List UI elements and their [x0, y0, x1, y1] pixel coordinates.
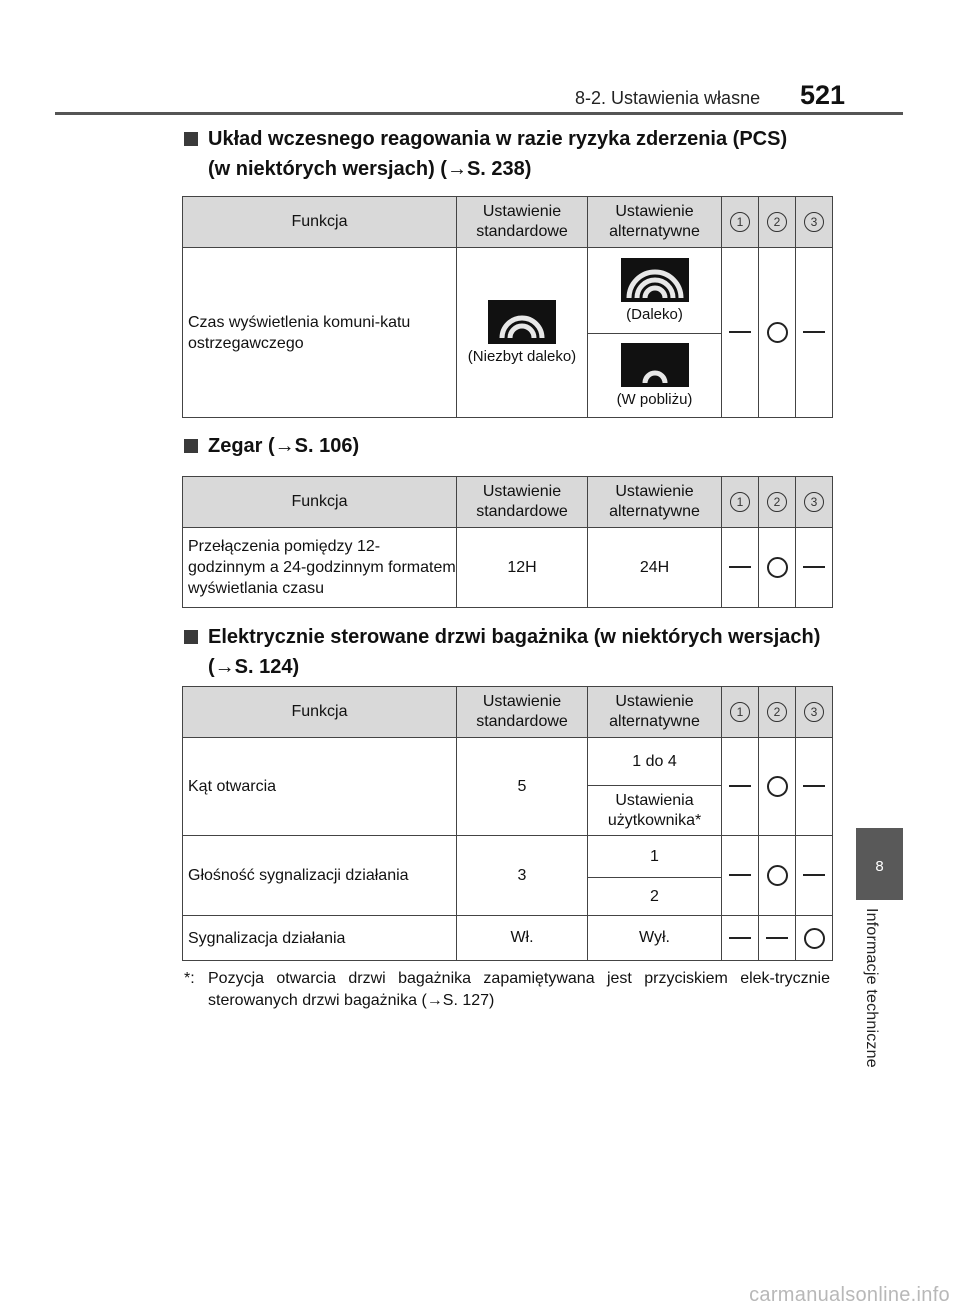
default-cell: [457, 248, 588, 418]
mark-cell-1: [722, 528, 759, 608]
section-heading-pcs: [184, 124, 834, 184]
pcs-signal-mid-icon: [488, 300, 556, 344]
mark-cell-3: [796, 528, 833, 608]
col-header-alternative: Ustawienie alternatywne: [588, 687, 722, 738]
col-header-3: 3: [796, 687, 833, 738]
dash-mark: [729, 937, 751, 939]
alternative-cell: 1: [588, 836, 722, 878]
footnote-text: Pozycja otwarcia drzwi bagażnika zapamiętywana jest przyciskiem elek-trycznie sterowanych drzwi bagażnika (→S. 127): [208, 970, 830, 1009]
dash-mark: [803, 785, 825, 787]
dash-mark: [803, 331, 825, 333]
square-bullet-icon: [184, 132, 198, 146]
pcs-signal-near-icon: [621, 343, 689, 387]
dash-mark: [766, 937, 788, 939]
heading-line: Układ wczesnego reagowania w razie ryzyka zderzenia (PCS): [208, 128, 788, 150]
chapter-number: 8: [875, 858, 884, 875]
square-bullet-icon: [184, 439, 198, 453]
section-heading-tailgate: [184, 622, 834, 682]
circle-mark: [767, 322, 788, 343]
settings-table-clock: [182, 476, 833, 608]
alternative-cell: [588, 248, 722, 334]
heading-line: (→S. 124): [208, 656, 300, 678]
alternative-cell: 2: [588, 878, 722, 916]
function-cell: Głośność sygnalizacji działania: [183, 836, 457, 916]
pcs-signal-far-icon: [621, 258, 689, 302]
function-cell: Przełączenia pomiędzy 12-godzinnym a 24-godzinnym formatem wyświetlania czasu: [183, 528, 457, 608]
alternative-cell: 1 do 4: [588, 738, 722, 786]
mark-cell-1: [722, 248, 759, 418]
mark-cell-1: [722, 916, 759, 961]
alternative-cell: Ustawienia użytkownika*: [588, 786, 722, 836]
col-header-default: Ustawienie standardowe: [457, 687, 588, 738]
section-header: 8-2. Ustawienia własne: [575, 88, 761, 108]
alternative-cell: Wył.: [588, 916, 722, 961]
heading-line: (w niektórych wersjach) (→S. 238): [208, 158, 532, 180]
col-header-function: Funkcja: [183, 687, 457, 738]
default-cell: Wł.: [457, 916, 588, 961]
col-header-alternative: Ustawienie alternatywne: [588, 477, 722, 528]
dash-mark: [729, 566, 751, 568]
function-cell: Kąt otwarcia: [183, 738, 457, 836]
dash-mark: [729, 874, 751, 876]
col-header-3: 3: [796, 197, 833, 248]
dash-mark: [803, 566, 825, 568]
chapter-tab: [856, 828, 903, 900]
col-header-1: 1: [722, 197, 759, 248]
col-header-alternative: Ustawienie alternatywne: [588, 197, 722, 248]
header-rule: [55, 112, 903, 115]
default-cell: 12H: [457, 528, 588, 608]
square-bullet-icon: [184, 630, 198, 644]
page-number: 521: [800, 80, 846, 110]
col-header-2: 2: [759, 477, 796, 528]
default-caption: (Niezbyt daleko): [467, 347, 577, 365]
mark-cell-2: [759, 528, 796, 608]
chapter-title: Informacje techniczne: [863, 908, 880, 1068]
circle-mark: [767, 865, 788, 886]
alternative-cell: 24H: [588, 528, 722, 608]
settings-table-pcs: [182, 196, 833, 418]
col-header-function: Funkcja: [183, 477, 457, 528]
circle-mark: [767, 557, 788, 578]
mark-cell-2: [759, 248, 796, 418]
alternative-cell: [588, 334, 722, 418]
dash-mark: [803, 874, 825, 876]
settings-table-tailgate: [182, 686, 833, 961]
col-header-default: Ustawienie standardowe: [457, 197, 588, 248]
function-cell: Czas wyświetlenia komuni-katu ostrzegawczego: [183, 248, 457, 418]
col-header-3: 3: [796, 477, 833, 528]
mark-cell-2: [759, 836, 796, 916]
circle-mark: [804, 928, 825, 949]
circle-mark: [767, 776, 788, 797]
mark-cell-3: [796, 248, 833, 418]
mark-cell-1: [722, 836, 759, 916]
watermark: carmanualsonline.info: [749, 1284, 950, 1306]
col-header-1: 1: [722, 477, 759, 528]
mark-cell-2: [759, 738, 796, 836]
col-header-2: 2: [759, 687, 796, 738]
dash-mark: [729, 785, 751, 787]
alternative-caption: (Daleko): [626, 305, 683, 323]
default-cell: 5: [457, 738, 588, 836]
footnote: [184, 968, 830, 1012]
mark-cell-3: [796, 836, 833, 916]
default-cell: 3: [457, 836, 588, 916]
mark-cell-3: [796, 916, 833, 961]
col-header-function: Funkcja: [183, 197, 457, 248]
heading-line: Elektrycznie sterowane drzwi bagażnika (w niektórych wersjach): [208, 626, 821, 648]
section-heading-clock: [184, 431, 834, 461]
dash-mark: [729, 331, 751, 333]
mark-cell-3: [796, 738, 833, 836]
footnote-mark: *:: [184, 970, 195, 987]
col-header-2: 2: [759, 197, 796, 248]
heading-line: Zegar (→S. 106): [208, 435, 360, 457]
col-header-default: Ustawienie standardowe: [457, 477, 588, 528]
col-header-1: 1: [722, 687, 759, 738]
alternative-caption: (W pobliżu): [616, 390, 693, 408]
mark-cell-2: [759, 916, 796, 961]
function-cell: Sygnalizacja działania: [183, 916, 457, 961]
mark-cell-1: [722, 738, 759, 836]
